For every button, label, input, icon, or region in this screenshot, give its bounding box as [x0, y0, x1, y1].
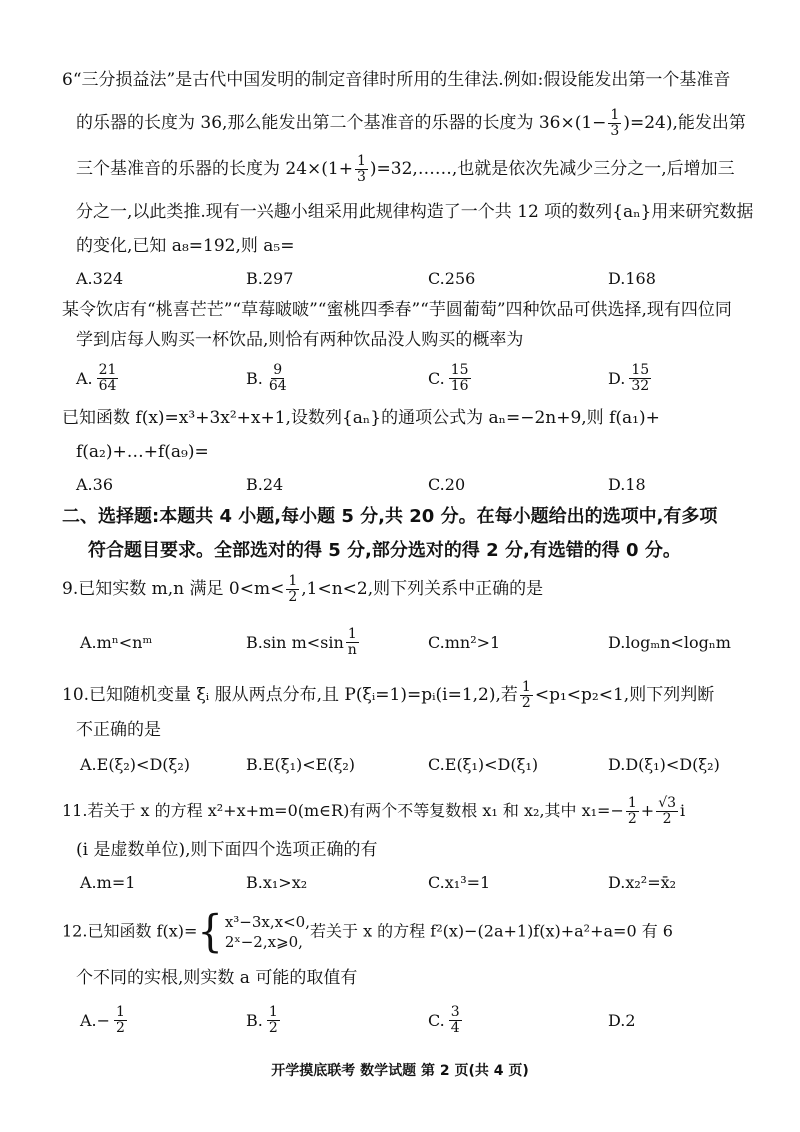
option-b[interactable]: B.E(ξ₁)<E(ξ₂): [246, 754, 356, 774]
option-c[interactable]: C.mn²>1: [428, 632, 501, 652]
q6-line-3: 三个基准音的乐器的长度为 24×(1+ $\frac{1}{3}$ )=32,……,也就是依次先减少三分之一,后增加三: [76, 153, 735, 185]
q7-options: [76, 358, 776, 398]
fraction: $\frac{1}{2}$: [627, 795, 637, 827]
piecewise-function: { x³−3x,x<0, 2ˣ−2,x⩾0,: [197, 906, 310, 958]
option-d[interactable]: D.logₘn<logₙm: [608, 632, 731, 652]
option-b[interactable]: B. $\frac{9}{64}$: [246, 361, 287, 394]
q7-line-1: 某令饮店有“桃喜芒芒”“草莓啵啵”“蜜桃四季春”“芋圆葡萄”四种饮品可供选择,现有四位同: [62, 300, 732, 320]
option-d[interactable]: D.2: [608, 1010, 636, 1030]
q11-options: [76, 862, 776, 902]
fraction: $\frac{√3}{2}$: [658, 795, 677, 827]
option-b[interactable]: B.24: [246, 474, 284, 494]
option-a[interactable]: A.mⁿ<nᵐ: [80, 632, 153, 652]
q11-stem: 11.若关于 x 的方程 x²+x+m=0(m∈R)有两个不等复数根 x₁ 和 x₂,其中 x₁=− $\frac{1}{2}$ + $\frac{√3}{2}$ i: [62, 795, 686, 827]
option-d[interactable]: D. $\frac{15}{32}$: [608, 361, 650, 394]
option-c[interactable]: C.20: [428, 474, 466, 494]
q6-line-5: 的变化,已知 a₈=192,则 a₅=: [76, 236, 295, 256]
q9-options: [76, 622, 776, 662]
q11-line-2: (i 是虚数单位),则下面四个选项正确的有: [76, 840, 378, 860]
q12-options: [76, 1000, 776, 1040]
option-a[interactable]: A.324: [76, 268, 124, 288]
q12-stem: 12.已知函数 f(x)= { x³−3x,x<0, 2ˣ−2,x⩾0, 若关于 x 的方程 f²(x)−(2a+1)f(x)+a²+a=0 有 6: [62, 906, 673, 958]
section-2-instructions: 符合题目要求。全部选对的得 5 分,部分选对的得 2 分,有选错的得 0 分。: [88, 540, 681, 561]
q8-options: [76, 464, 776, 504]
q9-stem: 9.已知实数 m,n 满足 0<m< $\frac{1}{2}$ ,1<n<2,则下列关系中正确的是: [62, 573, 544, 605]
option-a[interactable]: A.36: [76, 474, 113, 494]
q10-options: [76, 744, 776, 784]
option-d[interactable]: D.x₂²=x̄₂: [608, 872, 677, 892]
option-b[interactable]: B.sin m<sin $\frac{1}{n}$: [246, 625, 357, 658]
option-a[interactable]: A.E(ξ₂)<D(ξ₂): [80, 754, 190, 774]
q6-line-4: 分之一,以此类推.现有一兴趣小组采用此规律构造了一个共 12 项的数列{aₙ}用来研究数据: [76, 202, 754, 222]
option-c[interactable]: C. $\frac{3}{4}$: [428, 1003, 460, 1036]
section-2-heading: 二、选择题:本题共 4 小题,每小题 5 分,共 20 分。在每小题给出的选项中,有多项: [62, 506, 718, 527]
option-d[interactable]: D.18: [608, 474, 646, 494]
fraction: $\frac{1}{3}$: [610, 107, 620, 139]
option-c[interactable]: C. $\frac{15}{16}$: [428, 361, 469, 394]
option-d[interactable]: D.D(ξ₁)<D(ξ₂): [608, 754, 720, 774]
q7-line-2: 学到店每人购买一杯饮品,则恰有两种饮品没人购买的概率为: [76, 330, 524, 350]
q12-line-2: 个不同的实根,则实数 a 可能的取值有: [76, 968, 358, 988]
q6-line-2: 的乐器的长度为 36,那么能发出第二个基准音的乐器的长度为 36×(1− $\frac{1}{3}$ )=24),能发出第: [76, 107, 746, 139]
option-c[interactable]: C.E(ξ₁)<D(ξ₁): [428, 754, 539, 774]
fraction: $\frac{1}{2}$: [521, 679, 531, 711]
q8-line-2: f(a₂)+…+f(a₉)=: [76, 442, 209, 462]
option-b[interactable]: B.x₁>x₂: [246, 872, 308, 892]
option-c[interactable]: C.x₁³=1: [428, 872, 491, 892]
option-a[interactable]: A. $\frac{21}{64}$: [76, 361, 117, 394]
q10-line-2: 不正确的是: [76, 720, 161, 740]
option-a[interactable]: A.m=1: [80, 872, 136, 892]
q8-line-1: 已知函数 f(x)=x³+3x²+x+1,设数列{aₙ}的通项公式为 aₙ=−2n+9,则 f(a₁)+: [62, 408, 660, 428]
fraction: $\frac{1}{3}$: [356, 153, 366, 185]
option-c[interactable]: C.256: [428, 268, 476, 288]
option-b[interactable]: B. $\frac{1}{2}$: [246, 1003, 278, 1036]
q10-stem: 10.已知随机变量 ξᵢ 服从两点分布,且 P(ξᵢ=1)=pᵢ(i=1,2),若 $\frac{1}{2}$ <p₁<p₂<1,则下列判断: [62, 679, 715, 711]
q6-line-1: 6“三分损益法”是古代中国发明的制定音律时所用的生律法.例如:假设能发出第一个基准音: [62, 70, 731, 90]
option-a[interactable]: A.− $\frac{1}{2}$: [80, 1003, 125, 1036]
option-d[interactable]: D.168: [608, 268, 656, 288]
fraction: $\frac{1}{2}$: [288, 573, 298, 605]
option-b[interactable]: B.297: [246, 268, 294, 288]
page-footer: 开学摸底联考 数学试题 第 2 页(共 4 页): [271, 1063, 529, 1079]
q6-options: [76, 258, 776, 298]
